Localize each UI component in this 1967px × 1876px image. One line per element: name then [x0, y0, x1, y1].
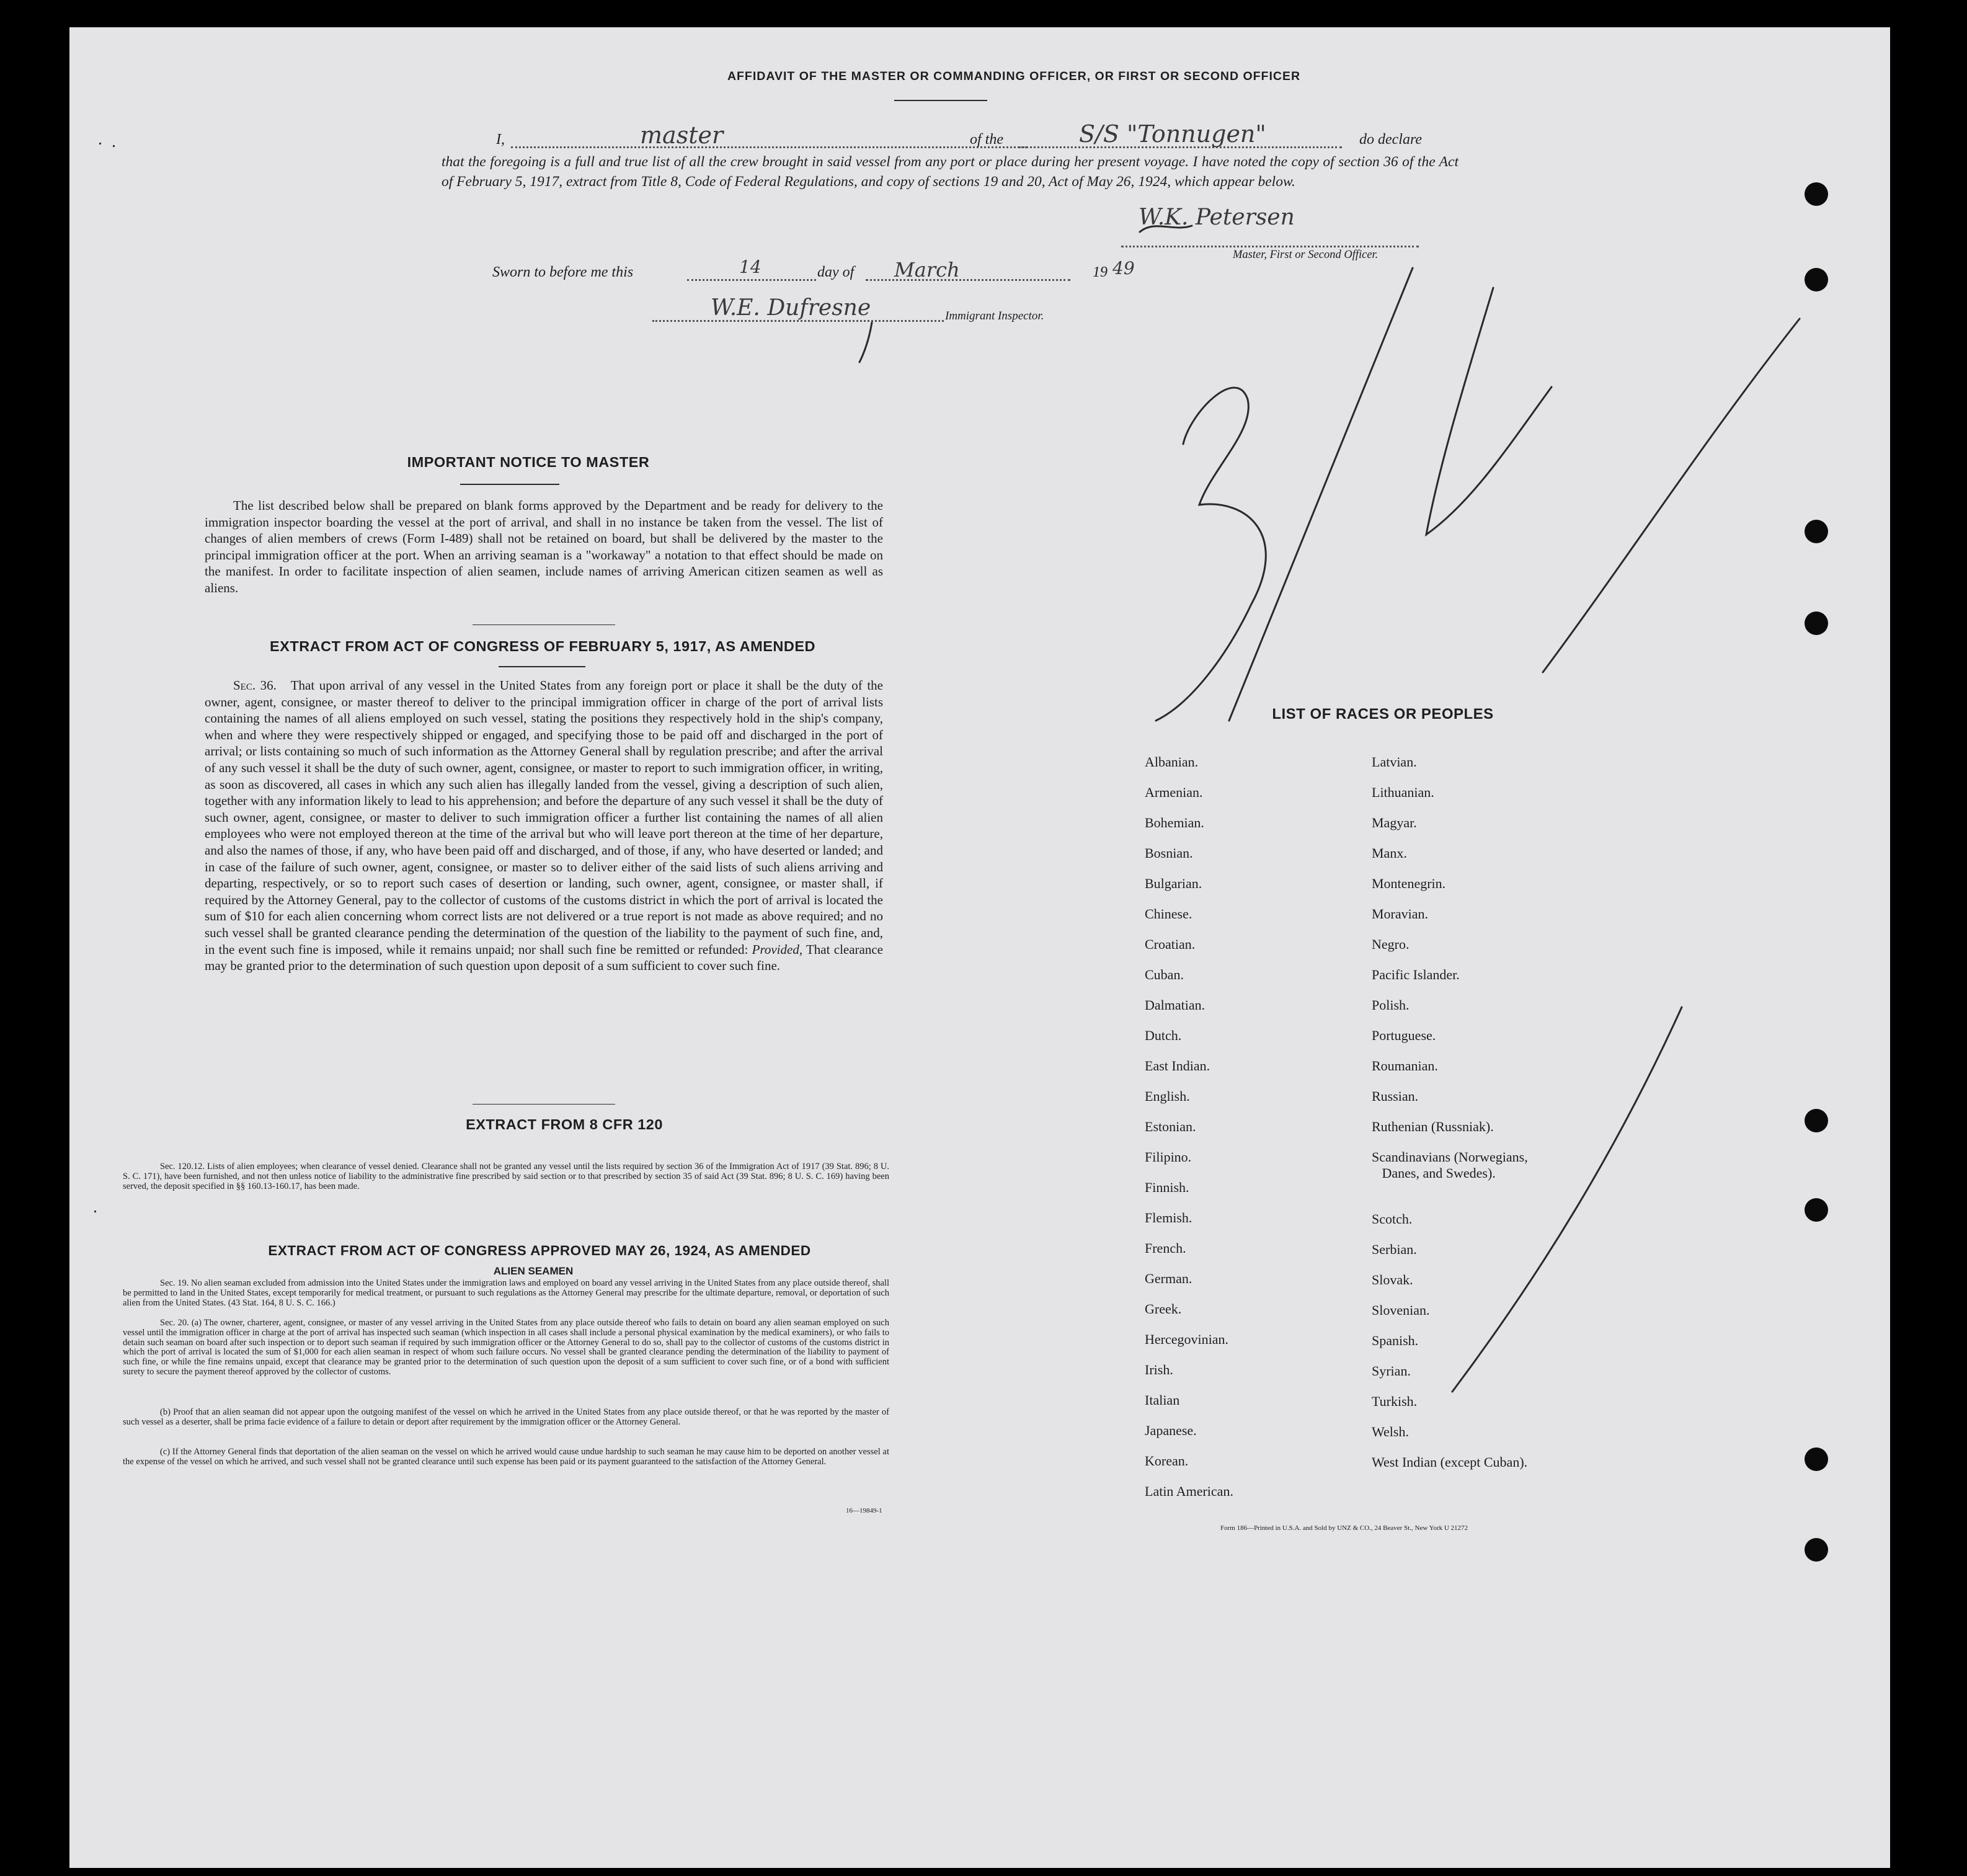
notice-text: The list described below shall be prepared on blank forms approved by the Department and be ready for delivery to the immigration inspector boarding the vessel at the port of arrival, and shall in no instance be taken from the vessel. The list of changes of alien members of crews (Form I-489) shall not be retained on board, but shall be delivered by the master to the principal immigration officer at the port. When an arriving seaman is a "workaway" a notation to that effect should be made on the manifest. In order to facilitate inspection of alien seamen, include names of arriving American citizen seamen as well as aliens. — [205, 498, 883, 595]
day-of-label: day of — [817, 264, 855, 280]
race-item: Bohemian. — [1145, 815, 1204, 830]
punch-hole — [1805, 182, 1828, 206]
race-item: Italian — [1145, 1392, 1180, 1408]
form-code: 16—19849-1 — [846, 1507, 882, 1514]
race-item: East Indian. — [1145, 1058, 1210, 1074]
race-item: Dalmatian. — [1145, 997, 1206, 1013]
inspector-signature: W.E. Dufresne — [711, 295, 871, 321]
affidavit-of-the-label: of the — [970, 131, 1003, 148]
race-item: Latvian. — [1372, 754, 1417, 770]
race-item: Slovenian. — [1372, 1302, 1430, 1318]
affidavit-body: that the foregoing is a full and true list of all the crew brought in said vessel from any port or place during her present voyage. I have noted the copy of section 36 of the Act of February 5, 1917, extract from Title 8, Code of Federal Regulations, and copy of sections 19 and 20, Act of May 26, 1924, which appear below. — [442, 154, 1459, 190]
race-item: Armenian. — [1145, 785, 1203, 800]
affidavit-title: AFFIDAVIT OF THE MASTER OR COMMANDING OFFICER, OR FIRST OR SECOND OFFICER — [727, 69, 1301, 83]
race-item: Latin American. — [1145, 1483, 1233, 1499]
page-note-text: 3/14 — [1310, 580, 1321, 587]
sec-20b-text: (b) Proof that an alien seaman did not appear upon the outgoing manifest of the vessel on which he arrived in the United States from any place outside thereof, or that he was reported by the master of such vessel as a deserter, shall be prima facie evidence of a failure to detain or deport after requirement by the immigration officer or the Attorney General. — [123, 1407, 889, 1427]
race-item: Manx. — [1372, 845, 1407, 861]
race-item: Scotch. — [1372, 1211, 1413, 1227]
race-item: Chinese. — [1145, 906, 1192, 922]
race-item: Irish. — [1145, 1362, 1173, 1377]
race-item: German. — [1145, 1271, 1192, 1286]
race-item: Bosnian. — [1145, 845, 1193, 861]
punch-hole — [1805, 520, 1828, 543]
race-item: Roumanian. — [1372, 1058, 1438, 1074]
affidavit-i-label: I, — [496, 131, 505, 148]
sec-36-text-end: That clearance may be granted prior to the determination of such question upon deposit of a sum sufficient to cover such fine. — [205, 941, 883, 974]
race-item: Hercegovinian. — [1145, 1331, 1228, 1347]
race-item: Montenegrin. — [1372, 876, 1446, 891]
margin-speck — [94, 1211, 96, 1212]
race-item: French. — [1145, 1240, 1186, 1256]
alien-seamen-subtitle: ALIEN SEAMEN — [493, 1265, 574, 1277]
race-item: Croatian. — [1145, 936, 1196, 952]
extract-1917-title: EXTRACT FROM ACT OF CONGRESS OF FEBRUARY 5, 1917, AS AMENDED — [269, 638, 815, 654]
race-item: Negro. — [1372, 936, 1410, 952]
handwritten-year: 49 — [1112, 258, 1135, 278]
race-item: Cuban. — [1145, 967, 1184, 982]
race-item: Russian. — [1372, 1088, 1419, 1104]
provided-word: Provided, — [752, 941, 803, 957]
extract-1924-title: EXTRACT FROM ACT OF CONGRESS APPROVED MAY 26, 1924, AS AMENDED — [268, 1243, 811, 1258]
race-item: Japanese. — [1145, 1423, 1197, 1438]
punch-hole — [1805, 1198, 1828, 1222]
race-item: West Indian (except Cuban). — [1372, 1454, 1528, 1470]
race-item: Scandinavians (Norwegians, Danes, and Swedes). — [1372, 1149, 1528, 1181]
race-item: Finnish. — [1145, 1180, 1189, 1195]
race-item: Serbian. — [1372, 1242, 1417, 1257]
handwritten-month: March — [894, 258, 960, 282]
race-item: Slovak. — [1372, 1272, 1413, 1287]
sec-20c-text: (c) If the Attorney General finds that deportation of the alien seaman on the vessel on which he arrived would cause undue hardship to such seaman he may cause him to be deported on another vessel at the expense of the vessel on which he arrived, and such vessel shall not be granted clearance until such expense has been paid or its payment guaranteed to the satisfaction of the Attorney General. — [123, 1447, 889, 1467]
inspector-caption: Immigrant Inspector. — [945, 309, 1044, 322]
race-item: Albanian. — [1145, 754, 1199, 770]
extract-cfr-title: EXTRACT FROM 8 CFR 120 — [466, 1116, 663, 1132]
race-item: Bulgarian. — [1145, 876, 1202, 891]
handwritten-vessel: S/S "Tonnugen" — [1079, 120, 1266, 148]
race-item: Turkish. — [1372, 1394, 1418, 1409]
master-caption: Master, First or Second Officer. — [1233, 249, 1379, 261]
form-page — [69, 27, 1890, 1868]
handwritten-day: 14 — [739, 257, 761, 277]
punch-hole — [1805, 1447, 1828, 1471]
race-item: Moravian. — [1372, 906, 1429, 922]
punch-hole — [1805, 611, 1828, 635]
margin-speck — [113, 145, 115, 147]
punch-hole — [1805, 1109, 1828, 1132]
printer-line: Form 186—Printed in U.S.A. and Sold by UNZ & CO., 24 Beaver St., New York U 21272 — [1220, 1524, 1468, 1532]
race-item: Syrian. — [1372, 1363, 1411, 1379]
punch-hole — [1805, 1538, 1828, 1562]
handwritten-page-note — [69, 27, 1890, 1868]
sec-36-label: Sec. 36. — [233, 678, 277, 693]
sec-36-text: That upon arrival of any vessel in the United States from any foreign port or place it shall be the duty of the owner, agent, consignee, or master thereof to deliver to the principal immigration officer in charge of the port of arrival lists containing the names of all aliens employed on such vessel, stating the positions they respectively hold in the ship's company, when and where they were respectively shipped or engaged, and specifying those to be paid off and discharged in the port of arrival; or lists containing so much of such information as the Attorney General shall by regulation prescribe; and after the arrival of any such vessel it shall be the duty of such owner, agent, consignee, or master to report to such immigration officer, in writing, as soon as discovered, all cases in which any such alien has illegally landed from the vessel, giving a description of such alien, together with any information likely to lead to his apprehension; and before the departure of any such vessel it shall be the duty of such owner, agent, consignee, or master to deliver to such immigration officer a further list containing the names of all alien employees who were not employed thereon at the time of the arrival but who will leave port thereon at the time of her departure, and also the names of those, if any, who have been paid off and discharged, and of those, if any, who have deserted or landed; and in case of the failure of such owner, agent, consignee, or master so to deliver either of the said lists of such aliens arriving and departing, respectively, or so to report such cases of desertion or landing, such owner, agent, consignee, or master shall, if required by the Attorney General, pay to the collector of customs of the customs district in which the port of arrival is located the sum of $10 for each alien concerning whom correct lists are not delivered or a true report is not made as above required; and no such vessel shall be granted clearance pending the determination of the question of the liability to the payment of such fine, and, in the event such fine is imposed, while it remains unpaid; nor shall such fine be remitted or refunded: — [205, 678, 883, 957]
margin-speck — [99, 143, 101, 144]
race-item: Ruthenian (Russniak). — [1372, 1119, 1494, 1134]
race-item: Magyar. — [1372, 815, 1417, 830]
race-item: Portuguese. — [1372, 1028, 1436, 1043]
race-item: Filipino. — [1145, 1149, 1192, 1165]
race-item: Korean. — [1145, 1453, 1189, 1469]
handwritten-name: master — [640, 122, 724, 149]
punch-hole — [1805, 268, 1828, 291]
race-item: Greek. — [1145, 1301, 1182, 1317]
race-item: Polish. — [1372, 997, 1410, 1013]
extract-cfr-body: Sec. 120.12. Lists of alien employees; when clearance of vessel denied. Clearance shall not be granted any vessel until the lists required by section 36 of the Immigration Act of 1917 (39 Stat. 896; 8 U. S. C. 171), have been furnished, and not then unless notice of liability to the administrative fine prescribed by said section or to that prescribed by section 35 of said Act (39 Stat. 896; 8 U. S. C. 169) having been served, the deposit specified in §§ 160.13-160.17, has been made. — [123, 1162, 889, 1191]
affidavit-do-declare-label: do declare — [1359, 131, 1423, 148]
sec-20a-text: Sec. 20. (a) The owner, charterer, agent, consignee, or master of any vessel arriving in the United States from any place outside thereof who fails to detain on board any alien seaman employed on such vessel until the immigration officer in charge at the port of arrival has inspected such seaman (which inspection in all cases shall include a personal physical examination by the medical examiners), or who fails to detain such seaman on board after such inspection or to deport such seaman if required by such immigration officer or the Attorney General to do so, shall pay to the collector of customs of the customs district in which the port of arrival is located the sum of $1,000 for each alien seaman in respect of whom such failure occurs. No vessel shall be granted clearance pending the determination of the liability to payment of such fine, or while the fine remains unpaid, except that clearance may be granted prior to the determination of such question upon the deposit of a sum sufficient to cover such fine, or of a bond with sufficient surety to secure the payment thereof approved by the collector of customs. — [123, 1318, 889, 1377]
race-item: Welsh. — [1372, 1424, 1409, 1439]
race-item: Spanish. — [1372, 1333, 1419, 1348]
race-item: Flemish. — [1145, 1210, 1192, 1225]
notice-title: IMPORTANT NOTICE TO MASTER — [407, 454, 650, 470]
race-item: Estonian. — [1145, 1119, 1196, 1134]
year-prefix: 19 — [1093, 264, 1108, 280]
sworn-text: Sworn to before me this — [492, 264, 634, 280]
sec-19-text: Sec. 19. No alien seaman excluded from admission into the United States under the immigration laws and employed on board any vessel arriving in the United States from any place outside thereof, shall be permitted to land in the United States, except temporarily for medical treatment, or pursuant to such regulations as the Attorney General may prescribe for the ultimate departure, removal, or deportation of such alien from the United States. (43 Stat. 164, 8 U. S. C. 166.) — [123, 1278, 889, 1308]
races-title: LIST OF RACES OR PEOPLES — [1272, 706, 1494, 722]
race-item: English. — [1145, 1088, 1190, 1104]
race-item: Dutch. — [1145, 1028, 1182, 1043]
race-item: Lithuanian. — [1372, 785, 1434, 800]
race-item: Pacific Islander. — [1372, 967, 1460, 982]
master-signature: W.K. Petersen — [1139, 205, 1295, 230]
